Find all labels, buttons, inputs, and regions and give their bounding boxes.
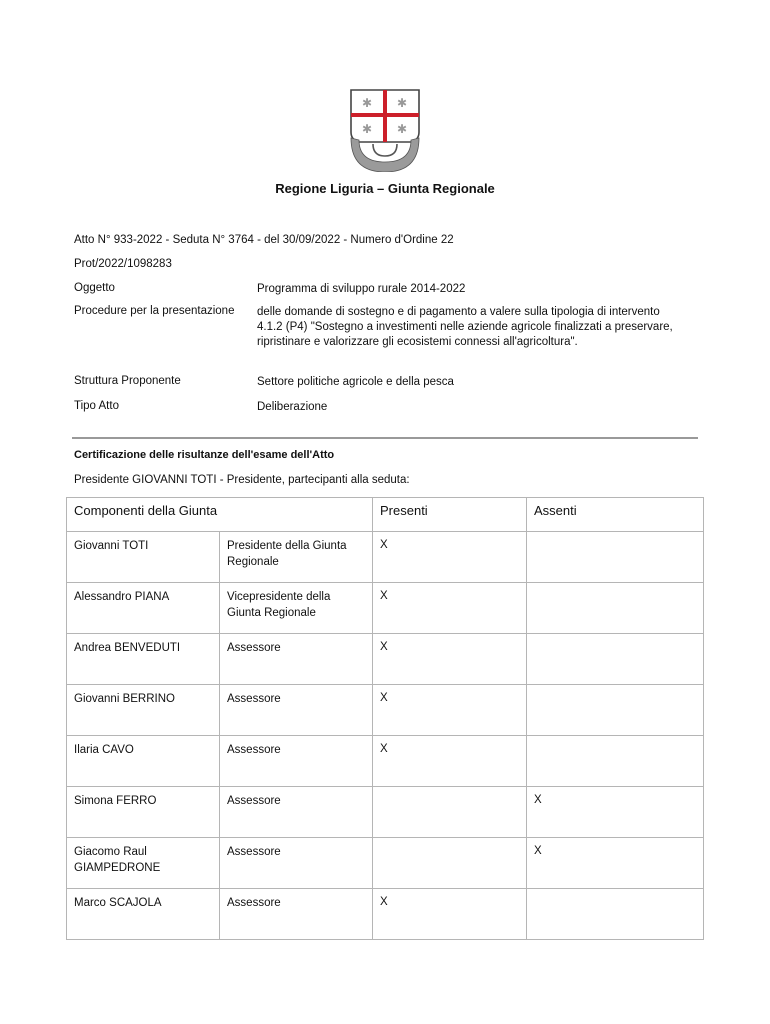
member-name: Giovanni TOTI xyxy=(67,532,220,583)
svg-text:✱: ✱ xyxy=(361,122,373,136)
oggetto-label: Oggetto xyxy=(74,282,115,294)
giunta-attendance-table xyxy=(66,497,704,940)
svg-text:✱: ✱ xyxy=(396,96,408,110)
present-mark: X xyxy=(373,583,527,634)
table-header-row xyxy=(67,498,704,532)
member-name: Alessandro PIANA xyxy=(67,583,220,634)
member-name: Andrea BENVEDUTI xyxy=(67,634,220,685)
page-title: Regione Liguria – Giunta Regionale xyxy=(275,181,495,196)
present-mark xyxy=(373,838,527,889)
member-name: Giacomo Raul GIAMPEDRONE xyxy=(67,838,220,889)
present-mark: X xyxy=(373,685,527,736)
member-role: Assessore xyxy=(220,838,373,889)
procedure-value: delle domande di sostegno e di pagamento a valere sulla tipologia di intervento 4.1.2 (P4) "Sostegno a investimenti nelle aziende agricole finalizzati a preservare, ripristinare e valorizzare gli ecosistemi connessi all'agricoltura". xyxy=(257,306,673,348)
member-name: Simona FERRO xyxy=(67,787,220,838)
table-row xyxy=(67,583,704,634)
table-row xyxy=(67,736,704,787)
present-mark: X xyxy=(373,634,527,685)
member-role: Assessore xyxy=(220,634,373,685)
absent-mark xyxy=(527,583,704,634)
member-role: Assessore xyxy=(220,787,373,838)
present-mark: X xyxy=(373,889,527,940)
tipo-atto-value: Deliberazione xyxy=(257,401,328,413)
member-name: Marco SCAJOLA xyxy=(67,889,220,940)
atto-line: Atto N° 933-2022 - Seduta N° 3764 - del 30/09/2022 - Numero d'Ordine 22 xyxy=(74,234,454,246)
absent-mark xyxy=(527,532,704,583)
table-row xyxy=(67,889,704,940)
header-presenti: Presenti xyxy=(373,498,527,532)
member-role: Assessore xyxy=(220,736,373,787)
present-mark: X xyxy=(373,532,527,583)
absent-mark: X xyxy=(527,838,704,889)
member-role: Assessore xyxy=(220,685,373,736)
oggetto-value: Programma di sviluppo rurale 2014-2022 xyxy=(257,283,466,295)
svg-text:✱: ✱ xyxy=(396,122,408,136)
member-name: Giovanni BERRINO xyxy=(67,685,220,736)
header-componenti: Componenti della Giunta xyxy=(67,498,373,532)
struttura-label: Struttura Proponente xyxy=(74,375,181,387)
section-divider xyxy=(72,437,698,439)
member-role: Assessore xyxy=(220,889,373,940)
presidente-line: Presidente GIOVANNI TOTI - Presidente, partecipanti alla seduta: xyxy=(74,474,410,486)
certification-title: Certificazione delle risultanze dell'esame dell'Atto xyxy=(74,449,335,461)
absent-mark xyxy=(527,685,704,736)
table-row xyxy=(67,787,704,838)
present-mark: X xyxy=(373,736,527,787)
member-role: Presidente della Giunta Regionale xyxy=(220,532,373,583)
protocol-number: Prot/2022/1098283 xyxy=(74,258,172,270)
tipo-atto-label: Tipo Atto xyxy=(74,400,119,412)
table-row xyxy=(67,685,704,736)
absent-mark xyxy=(527,889,704,940)
table-row xyxy=(67,838,704,889)
struttura-value: Settore politiche agricole e della pesca xyxy=(257,376,454,388)
absent-mark xyxy=(527,634,704,685)
absent-mark: X xyxy=(527,787,704,838)
svg-text:✱: ✱ xyxy=(361,96,373,110)
table-row xyxy=(67,532,704,583)
table-row xyxy=(67,634,704,685)
regione-liguria-crest-icon xyxy=(349,88,421,172)
absent-mark xyxy=(527,736,704,787)
present-mark xyxy=(373,787,527,838)
header-assenti: Assenti xyxy=(527,498,704,532)
member-role: Vicepresidente della Giunta Regionale xyxy=(220,583,373,634)
member-name: Ilaria CAVO xyxy=(67,736,220,787)
procedure-label: Procedure per la presentazione xyxy=(74,305,235,317)
